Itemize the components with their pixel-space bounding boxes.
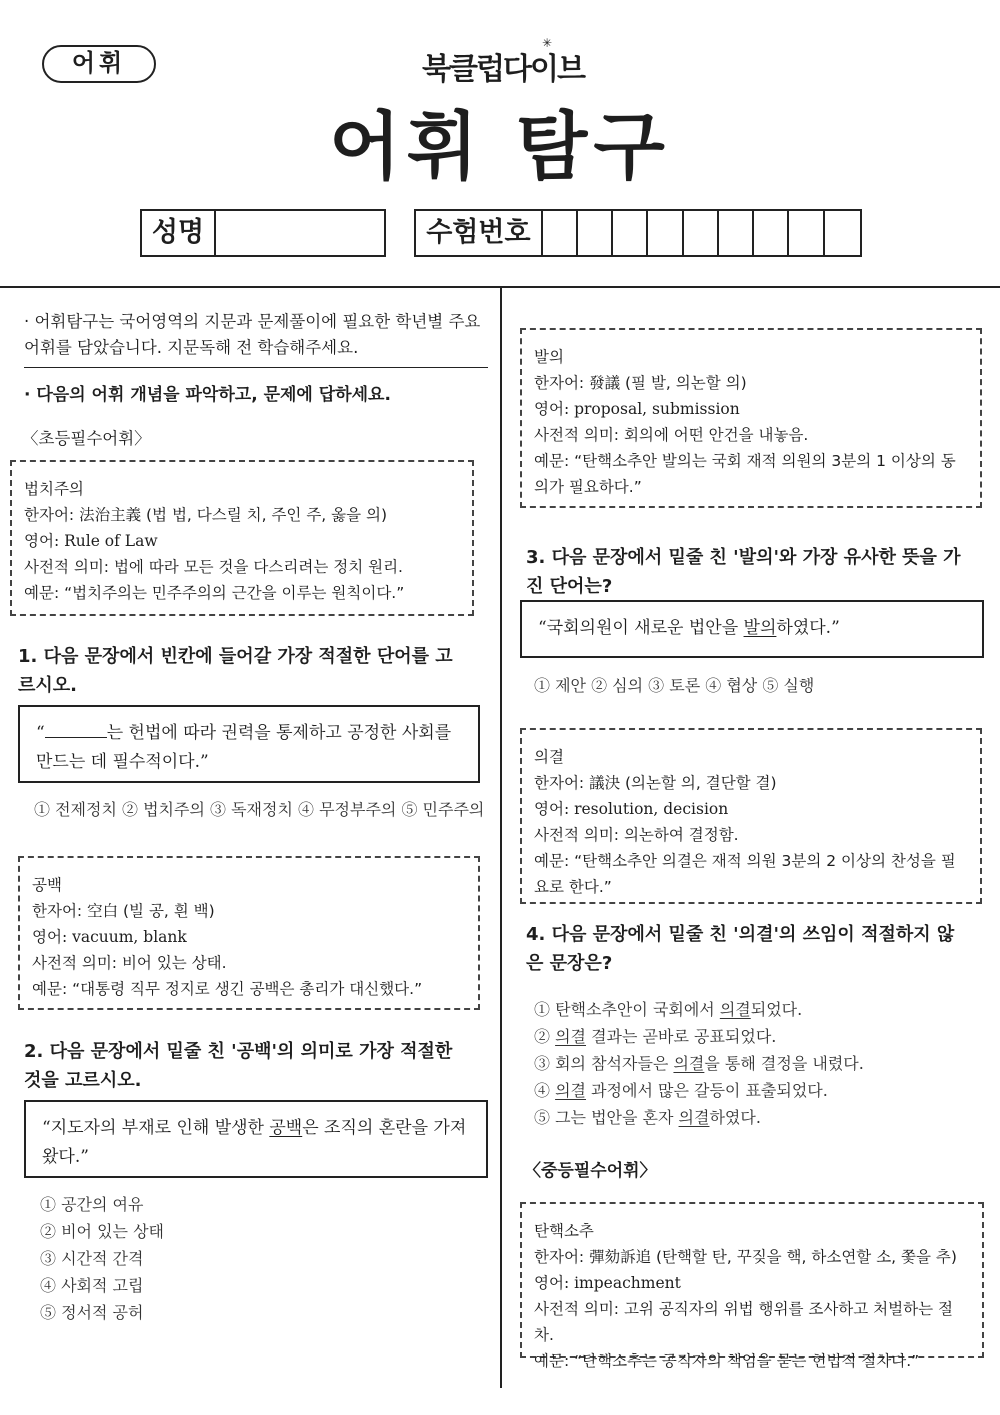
exam-digit-cell[interactable]	[648, 211, 683, 255]
vocab-hanja: 한자어: 議決 (의논할 의, 결단할 결)	[534, 774, 777, 792]
page-title: 어휘 탐구	[329, 104, 671, 190]
vocab-example: 예문: “탄핵소추안 의결은 재적 의원 3분의 2 이상의 찬성을 필요로 한다.”	[534, 852, 956, 896]
option-1[interactable]: ① 공간의 여유	[40, 1195, 144, 1214]
exam-digit-cell[interactable]	[789, 211, 824, 255]
section-tag: 어휘	[42, 45, 156, 83]
sentence-text: “국회의원이 새로운 법안을	[538, 618, 744, 638]
option-2[interactable]: ② 의결 결과는 곧바로 공표되었다.	[534, 1027, 777, 1046]
question-1-options[interactable]: ① 전제정치 ② 법치주의 ③ 독재정치 ④ 무정부주의 ⑤ 민주주의	[34, 800, 485, 819]
vocab-hanja: 한자어: 法治主義 (법 법, 다스릴 치, 주인 주, 옳을 의)	[24, 506, 388, 524]
question-1-sentence	[18, 705, 480, 783]
option-5[interactable]: ⑤ 정서적 공허	[40, 1303, 144, 1322]
vocab-hanja: 한자어: 彈劾訴追 (탄핵할 탄, 꾸짖을 핵, 하소연할 소, 쫓을 추)	[534, 1248, 957, 1266]
underlined-word: 발의	[743, 618, 777, 638]
vocab-word: 의결	[534, 748, 564, 766]
exam-digit-cell[interactable]	[719, 211, 754, 255]
question-1-prompt: 1. 다음 문장에서 빈칸에 들어갈 가장 적절한 단어를 고르시오.	[18, 646, 453, 696]
option-4[interactable]: ④ 사회적 고립	[40, 1276, 144, 1295]
exam-digit-cell[interactable]	[684, 211, 719, 255]
sentence-text: “지도자의 부재로 인해 발생한	[42, 1118, 270, 1138]
option-3[interactable]: ③ 시간적 간격	[40, 1249, 144, 1268]
vocab-card-의결	[520, 728, 982, 904]
exam-digit-cell[interactable]	[578, 211, 613, 255]
vocab-english: 영어: Rule of Law	[24, 532, 158, 550]
vocab-hanja: 한자어: 發議 (필 발, 의논할 의)	[534, 374, 747, 392]
vocab-example: 예문: “법치주의는 민주주의의 근간을 이루는 원칙이다.”	[24, 584, 405, 602]
vocab-english: 영어: resolution, decision	[534, 800, 729, 818]
option-5[interactable]: ⑤ 그는 법안을 혼자 의결하였다.	[534, 1108, 761, 1127]
exam-digit-cell[interactable]	[825, 211, 860, 255]
vocab-english: 영어: proposal, submission	[534, 400, 740, 418]
question-4-options	[534, 996, 864, 1131]
intro-divider	[24, 367, 488, 368]
mid-vocab-heading: 〈중등필수어휘〉	[524, 1161, 657, 1181]
option-3[interactable]: ③ 회의 참석자들은 의결을 통해 결정을 내렸다.	[534, 1054, 864, 1073]
blank-slot	[45, 723, 107, 738]
vocab-word: 공백	[32, 876, 62, 894]
name-input-area[interactable]	[216, 211, 384, 255]
question-3-sentence	[520, 600, 984, 658]
vocab-word: 발의	[534, 348, 564, 366]
vocab-meaning: 사전적 의미: 고위 공직자의 위법 행위를 조사하고 처벌하는 절차.	[534, 1300, 953, 1344]
vocab-meaning: 사전적 의미: 의논하여 결정함.	[534, 826, 739, 844]
option-4[interactable]: ④ 의결 과정에서 많은 갈등이 표출되었다.	[534, 1081, 828, 1100]
sentence-text: 은 조직의 혼란을 가져왔다.”	[42, 1118, 467, 1167]
instruction: · 다음의 어휘 개념을 파악하고, 문제에 답하세요.	[24, 385, 391, 405]
sentence-text: 하였다.”	[776, 618, 840, 638]
vocab-hanja: 한자어: 空白 (빌 공, 흰 백)	[32, 902, 215, 920]
vocab-word: 탄핵소추	[534, 1222, 594, 1240]
name-label: 성명	[142, 211, 216, 255]
name-field[interactable]	[140, 209, 386, 257]
question-2-options	[40, 1191, 164, 1326]
question-3-options[interactable]: ① 제안 ② 심의 ③ 토론 ④ 협상 ⑤ 실행	[534, 676, 815, 695]
column-divider	[500, 288, 502, 1388]
vocab-card-발의	[520, 328, 982, 508]
exam-number-label: 수험번호	[416, 211, 543, 255]
vocab-english: 영어: impeachment	[534, 1274, 681, 1292]
vocab-card-공백	[18, 856, 480, 1010]
underlined-word: 공백	[269, 1118, 303, 1138]
vocab-meaning: 사전적 의미: 비어 있는 상태.	[32, 954, 227, 972]
vocab-example: 예문: “탄핵소추안 발의는 국회 재적 의원의 3분의 1 이상의 동의가 필요하다.”	[534, 452, 956, 496]
question-2-sentence	[24, 1100, 488, 1178]
exam-digit-cell[interactable]	[543, 211, 578, 255]
sparkle-icon: ✳	[542, 36, 553, 50]
exam-digit-cell[interactable]	[613, 211, 648, 255]
sentence-text: 는 헌법에 따라 권력을 통제하고 공정한 사회를 만드는 데 필수적이다.”	[36, 723, 452, 772]
vocab-word: 법치주의	[24, 480, 84, 498]
quote-mark: “	[36, 723, 45, 743]
vocab-card-법치주의	[10, 460, 474, 616]
exam-digit-cell[interactable]	[754, 211, 789, 255]
brand-logo: 북클럽다이브	[422, 52, 584, 87]
vocab-example: 예문: “대통령 직무 정지로 생긴 공백은 총리가 대신했다.”	[32, 980, 423, 998]
vocab-english: 영어: vacuum, blank	[32, 928, 187, 946]
intro-note: · 어휘탐구는 국어영역의 지문과 문제풀이에 필요한 학년별 주요 어휘를 담았습니다. 지문독해 전 학습해주세요.	[24, 312, 481, 357]
elem-vocab-heading: 〈초등필수어휘〉	[22, 429, 151, 448]
vocab-card-탄핵소추	[520, 1202, 984, 1370]
exam-number-field[interactable]	[414, 209, 862, 257]
vocab-meaning: 사전적 의미: 법에 따라 모든 것을 다스리려는 정치 원리.	[24, 558, 403, 576]
option-1[interactable]: ① 탄핵소추안이 국회에서 의결되었다.	[534, 1000, 803, 1019]
question-4-prompt: 4. 다음 문장에서 밑줄 친 '의결'의 쓰임이 적절하지 않은 문장은?	[526, 924, 955, 974]
vocab-example: 예문: “탄핵소추는 공직자의 책임을 묻는 헌법적 절차다.”	[534, 1352, 920, 1370]
option-2[interactable]: ② 비어 있는 상태	[40, 1222, 164, 1241]
vocab-meaning: 사전적 의미: 회의에 어떤 안건을 내놓음.	[534, 426, 809, 444]
question-2-prompt: 2. 다음 문장에서 밑줄 친 '공백'의 의미로 가장 적절한 것을 고르시오.	[24, 1041, 453, 1091]
question-3-prompt: 3. 다음 문장에서 밑줄 친 '발의'와 가장 유사한 뜻을 가진 단어는?	[526, 547, 961, 597]
